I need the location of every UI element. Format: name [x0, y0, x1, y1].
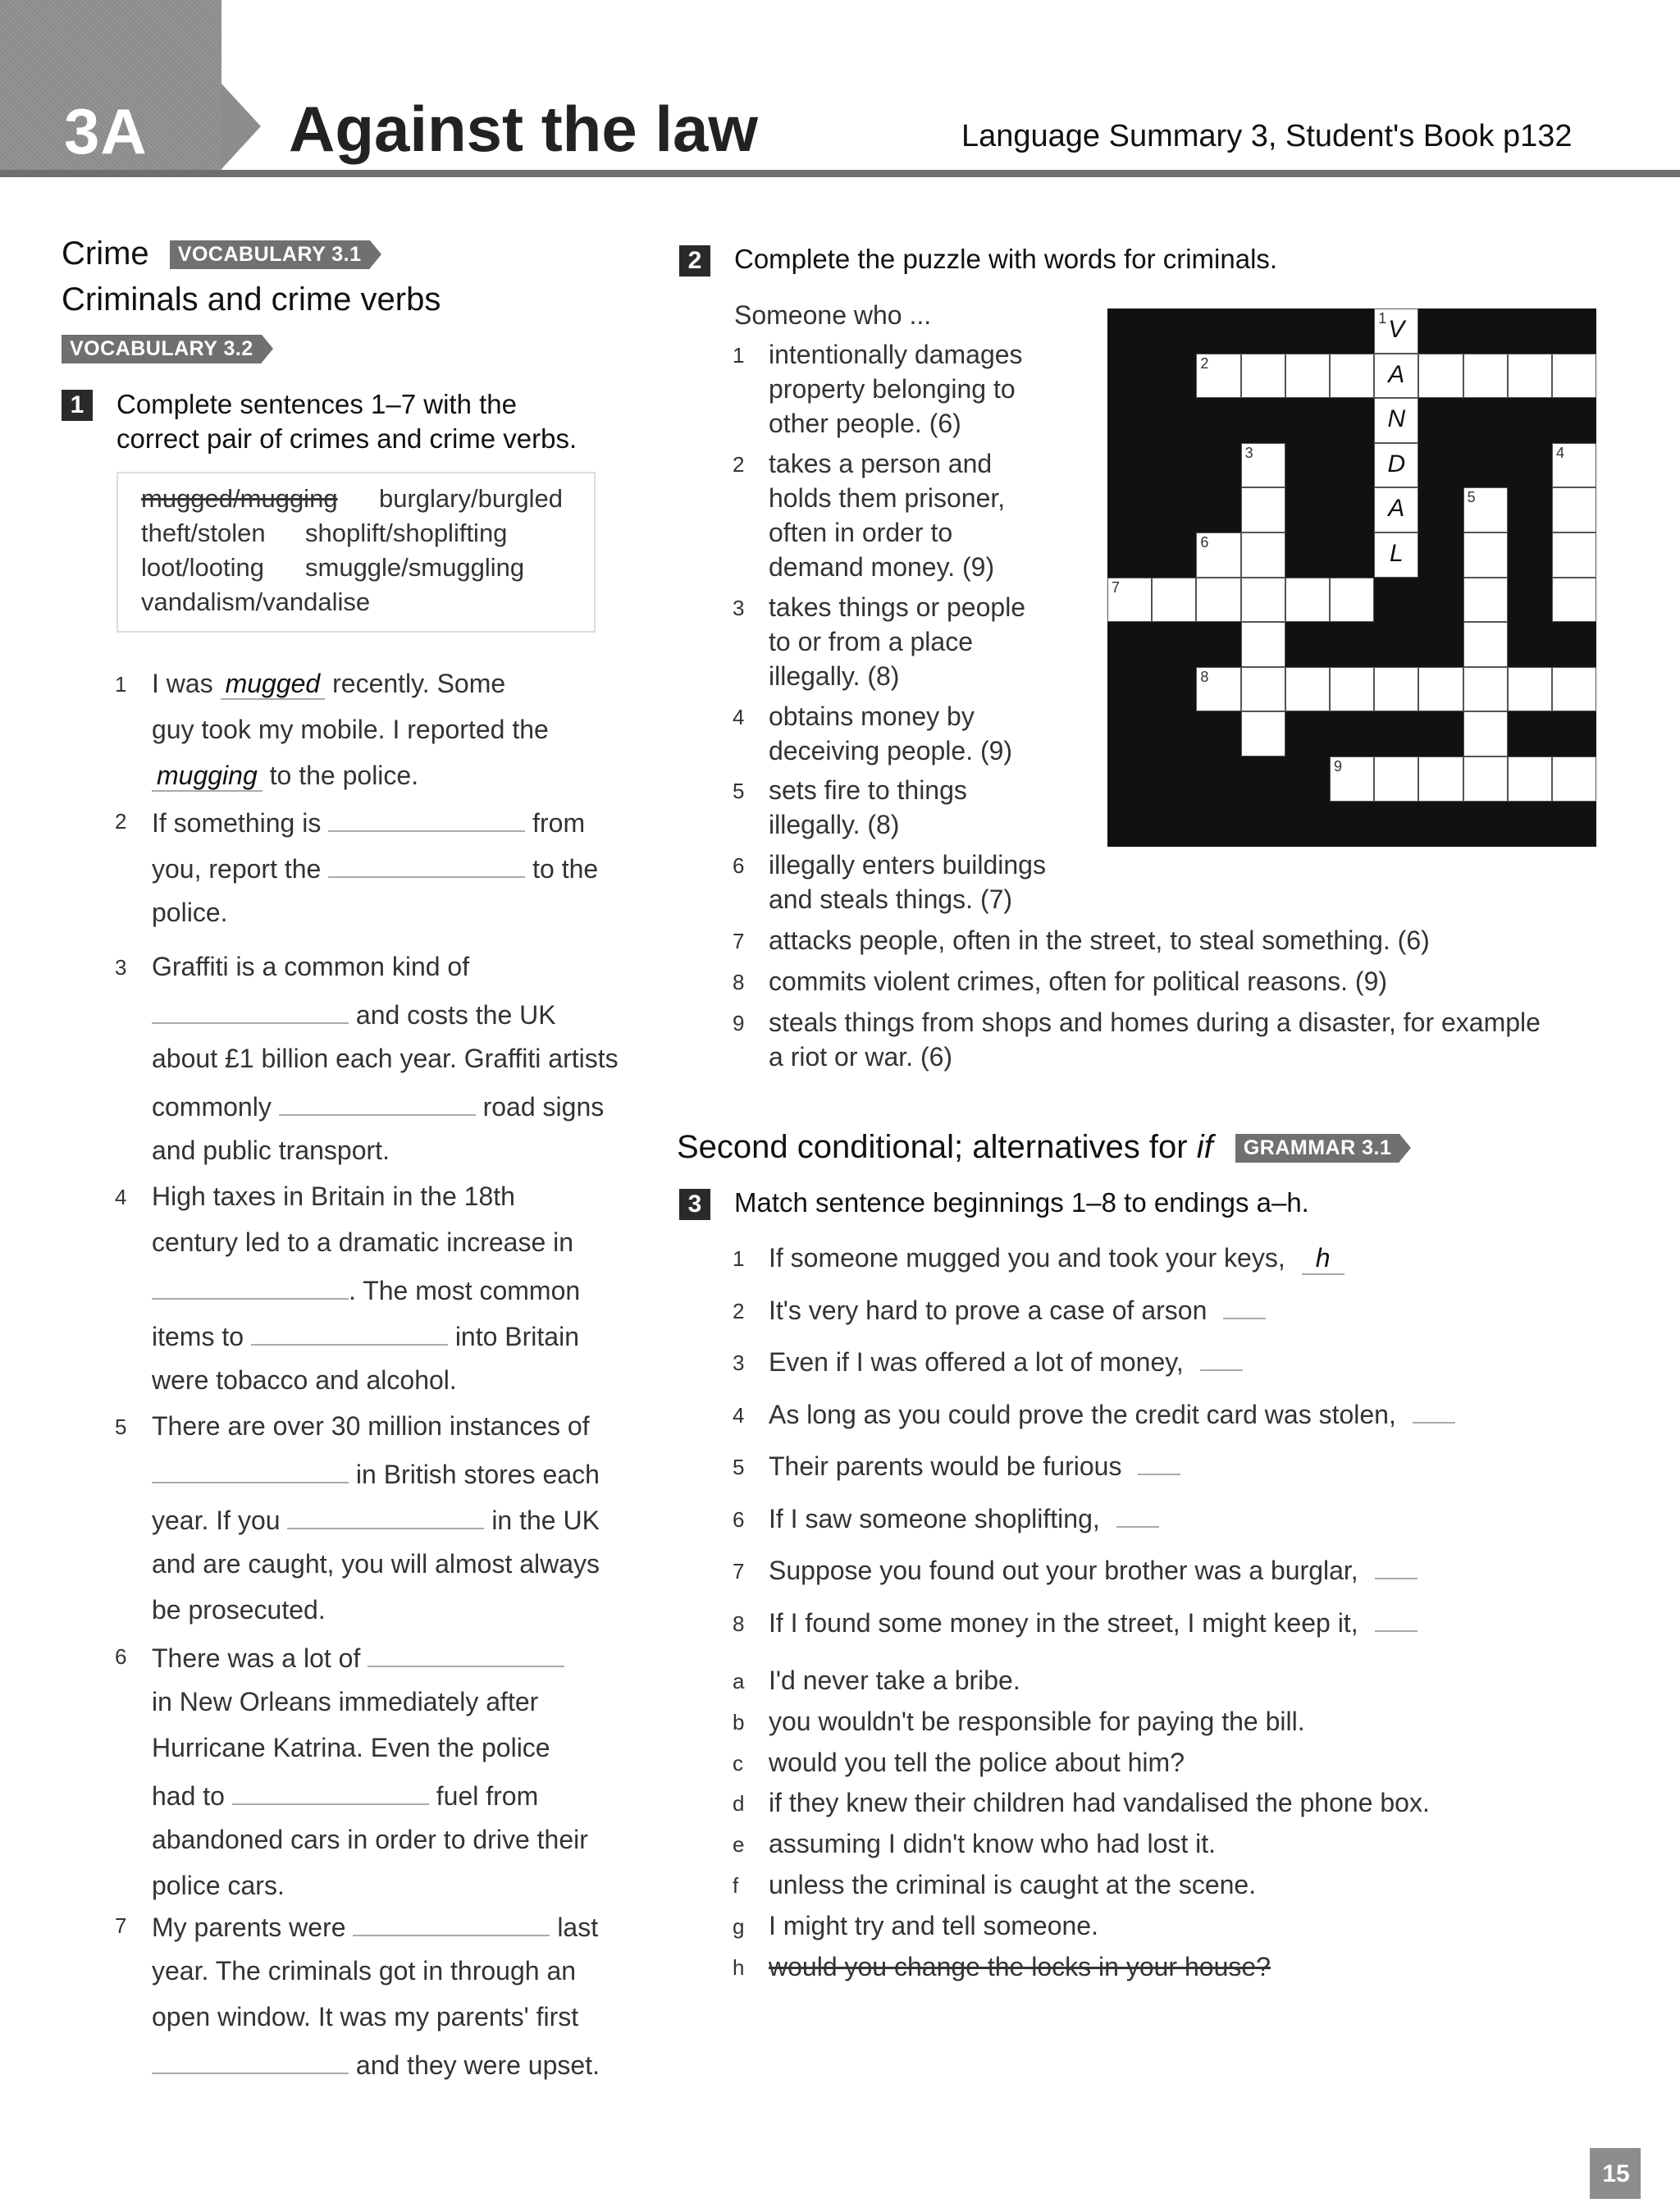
exercise-1-badge-wrap — [62, 390, 93, 421]
word-box-item: loot/looting — [141, 553, 264, 582]
crime-heading — [62, 235, 370, 272]
item-text: in New Orleans immediately after — [152, 1687, 539, 1716]
clue-number: 8 — [733, 970, 745, 994]
crossword-cell[interactable] — [1463, 487, 1508, 532]
clue-text: steals things from shops and homes during a disaster, for example — [769, 1008, 1541, 1037]
item-text: I was — [152, 669, 221, 698]
ending-letter: b — [733, 1709, 745, 1734]
clue-text: takes a person and — [769, 449, 993, 478]
crossword-cell[interactable] — [1374, 667, 1418, 712]
item-text: High taxes in Britain in the 18th — [152, 1181, 515, 1211]
item-number: 7 — [733, 1559, 745, 1584]
vocabulary-tag: VOCABULARY 3.2 — [62, 335, 262, 363]
crossword-cell[interactable] — [1330, 667, 1374, 712]
crossword-cell[interactable] — [1196, 667, 1240, 712]
item-text: . The most common — [349, 1276, 581, 1305]
crossword-cell[interactable] — [1241, 578, 1285, 623]
item-text: If something is — [152, 808, 329, 838]
crossword-cell[interactable] — [1152, 578, 1196, 623]
word-box-item: burglary/burgled — [379, 484, 564, 513]
clue-text: and steals things. (7) — [769, 884, 1013, 914]
item-line — [152, 1503, 600, 1536]
crossword-cell[interactable] — [1285, 578, 1330, 623]
clue-number: 2 — [733, 452, 745, 477]
crossword-cell[interactable] — [1374, 308, 1418, 354]
sentence-beginning — [769, 1296, 1266, 1326]
sentence-ending: unless the criminal is caught at the scene. — [769, 1870, 1257, 1899]
answer-blank[interactable] — [152, 1457, 349, 1483]
cell-number: 5 — [1467, 489, 1476, 506]
cell-number: 7 — [1112, 578, 1121, 596]
item-text: Graffiti is a common kind of — [152, 952, 470, 981]
instruction-line: correct pair of crimes and crime verbs. — [116, 423, 578, 454]
crossword-cell[interactable] — [1552, 578, 1596, 623]
crossword-cell[interactable] — [1107, 578, 1152, 623]
item-text: about £1 billion each year. Graffiti artists — [152, 1044, 619, 1073]
item-number: 1 — [115, 672, 127, 697]
cell-number: 8 — [1200, 668, 1209, 685]
crossword-cell[interactable] — [1552, 354, 1596, 399]
crossword-cell[interactable] — [1196, 578, 1240, 623]
item-text: you, report the — [152, 854, 329, 884]
item-text: police. — [152, 898, 228, 927]
clue-text: demand money. (9) — [769, 552, 995, 582]
item-number: 6 — [115, 1644, 127, 1669]
item-text: in the UK — [484, 1506, 600, 1535]
clue-number: 3 — [733, 596, 745, 620]
item-line — [152, 2002, 578, 2032]
item-number: 5 — [733, 1455, 745, 1479]
cell-letter: D — [1387, 450, 1406, 478]
sentence-text: If I saw someone shoplifting, — [769, 1503, 1100, 1533]
sentence-ending: would you change the locks in your house? — [769, 1951, 1271, 1981]
crossword-cell[interactable] — [1374, 398, 1418, 443]
crossword-cell[interactable] — [1241, 354, 1285, 399]
clue-text: a riot or war. (6) — [769, 1042, 953, 1072]
item-line — [152, 1549, 600, 1579]
clue-number: 1 — [733, 343, 745, 368]
crossword-cell[interactable] — [1330, 756, 1374, 802]
vocabulary-tag: VOCABULARY 3.1 — [170, 240, 370, 269]
answer-blank[interactable] — [328, 806, 525, 832]
cell-letter: L — [1389, 540, 1404, 567]
crossword-cell[interactable] — [1552, 756, 1596, 802]
cell-number: 1 — [1378, 310, 1387, 327]
crossword-cell[interactable] — [1463, 711, 1508, 756]
item-line — [152, 1641, 564, 1674]
sentence-ending: assuming I didn't know who had lost it. — [769, 1829, 1217, 1859]
crossword-cell[interactable] — [1463, 622, 1508, 667]
match-answer[interactable] — [1375, 1630, 1418, 1632]
item-number: 3 — [115, 955, 127, 980]
item-line — [152, 1181, 515, 1212]
sentence-beginning — [769, 1451, 1180, 1482]
item-number: 4 — [733, 1402, 745, 1428]
crossword-cell[interactable] — [1285, 354, 1330, 399]
sentence-text: As long as you could prove the credit card was stolen, — [769, 1399, 1396, 1429]
item-line — [152, 898, 228, 928]
answer-text: mugging — [152, 761, 262, 792]
clue-text: sets fire to things — [769, 775, 967, 805]
item-line — [152, 1457, 600, 1490]
word-box-item: mugged/mugging — [141, 484, 338, 513]
item-text: road signs — [475, 1092, 605, 1122]
item-text: open window. It was my parents' first — [152, 2002, 579, 2031]
answer-blank[interactable] — [328, 852, 525, 878]
crossword-cell[interactable] — [1241, 622, 1285, 667]
clues-intro: Someone who ... — [734, 300, 932, 330]
clue-number: 6 — [733, 853, 745, 878]
ending-letter: f — [733, 1873, 739, 1898]
sentence-text: Even if I was offered a lot of money, — [769, 1347, 1184, 1377]
item-line — [152, 1365, 457, 1396]
clue-text: takes things or people — [769, 592, 1026, 622]
crossword-cell[interactable] — [1463, 667, 1508, 712]
item-line — [152, 1871, 285, 1901]
crossword-cell[interactable] — [1374, 532, 1418, 578]
clue-text: often in order to — [769, 518, 953, 547]
item-text: There was a lot of — [152, 1643, 368, 1673]
item-number: 2 — [115, 809, 127, 834]
answer-blank[interactable] — [251, 1319, 448, 1346]
crossword-cell[interactable] — [1374, 443, 1418, 488]
crossword-cell[interactable] — [1418, 354, 1463, 399]
item-text: Hurricane Katrina. Even the police — [152, 1733, 550, 1762]
item-text: commonly — [152, 1092, 279, 1122]
item-text: year. The criminals got in through an — [152, 1956, 577, 1986]
unit-code: 3A — [64, 95, 148, 167]
item-number: 6 — [733, 1506, 745, 1532]
item-line — [152, 669, 505, 699]
sentence-beginning — [769, 1400, 1455, 1430]
match-answer[interactable] — [1116, 1526, 1159, 1528]
grammar-tag: GRAMMAR 3.1 — [1235, 1134, 1400, 1163]
sentence-ending: would you tell the police about him? — [769, 1747, 1185, 1777]
sentence-text: Their parents would be furious — [769, 1451, 1122, 1481]
crossword-cell[interactable] — [1508, 667, 1552, 712]
clue-number: 9 — [733, 1011, 745, 1035]
answer-text: mugged — [221, 669, 326, 700]
item-line — [152, 1779, 538, 1812]
item-line — [152, 1910, 598, 1943]
item-text: were tobacco and alcohol. — [152, 1365, 457, 1395]
exercise-3-badge-wrap — [679, 1189, 710, 1220]
sentence-beginning — [769, 1347, 1243, 1378]
cell-letter: A — [1388, 360, 1405, 388]
sentence-beginning — [769, 1608, 1418, 1638]
answer-blank[interactable] — [279, 1090, 476, 1116]
ending-letter: a — [733, 1669, 745, 1693]
item-number: 8 — [733, 1611, 745, 1636]
item-number: 4 — [115, 1185, 127, 1209]
item-text: from — [525, 808, 586, 838]
item-line — [152, 1227, 573, 1258]
item-text: in British stores each — [349, 1460, 600, 1489]
sentence-ending: I might try and tell someone. — [769, 1910, 1098, 1940]
cell-number: 9 — [1334, 758, 1343, 775]
item-line — [152, 1733, 550, 1763]
answer-blank[interactable] — [353, 1910, 550, 1936]
crossword-cell[interactable] — [1463, 578, 1508, 623]
item-text: items to — [152, 1322, 251, 1351]
item-number: 3 — [733, 1351, 745, 1375]
crossword-cell[interactable] — [1463, 354, 1508, 399]
match-answer[interactable] — [1223, 1318, 1266, 1319]
crossword-cell[interactable] — [1196, 532, 1240, 578]
item-text: abandoned cars in order to drive their — [152, 1825, 588, 1854]
answer-blank[interactable] — [152, 2048, 349, 2074]
exercise-badge: 2 — [679, 245, 710, 276]
crossword-cell[interactable] — [1241, 532, 1285, 578]
item-text: There are over 30 million instances of — [152, 1411, 590, 1441]
item-text: My parents were — [152, 1913, 354, 1942]
cell-letter: N — [1387, 405, 1406, 433]
item-text: and they were upset. — [349, 2050, 600, 2080]
crossword-cell[interactable] — [1241, 667, 1285, 712]
item-line — [152, 852, 598, 884]
crossword-cell[interactable] — [1196, 354, 1240, 399]
exercise-badge: 3 — [679, 1189, 710, 1220]
item-line — [152, 1319, 579, 1352]
crossword-cell[interactable] — [1241, 487, 1285, 532]
crossword-cell[interactable] — [1552, 443, 1596, 488]
item-text: guy took my mobile. I reported the — [152, 715, 549, 744]
item-line — [152, 1825, 588, 1855]
item-number: 2 — [733, 1298, 745, 1323]
crossword-cell[interactable] — [1285, 667, 1330, 712]
grammar-heading-text: Second conditional; alternatives for — [677, 1129, 1197, 1165]
item-text: last — [550, 1913, 599, 1942]
sentence-text: If I found some money in the street, I might keep it, — [769, 1607, 1358, 1638]
crossword-cell[interactable] — [1330, 578, 1374, 623]
clue-number: 5 — [733, 779, 745, 803]
item-line — [152, 952, 469, 982]
clue-number: 7 — [733, 929, 745, 953]
crossword-grid — [1107, 308, 1596, 847]
match-answer[interactable] — [1375, 1578, 1418, 1579]
crossword-cell[interactable] — [1552, 487, 1596, 532]
unit-tab-arrow — [221, 84, 261, 169]
answer-blank[interactable] — [152, 1273, 349, 1300]
answer-blank[interactable] — [368, 1641, 564, 1667]
clue-text: attacks people, often in the street, to steal something. (6) — [769, 925, 1430, 955]
item-line — [152, 1595, 326, 1625]
item-line — [152, 2048, 600, 2081]
cell-letter: A — [1388, 495, 1405, 523]
cell-letter: V — [1388, 316, 1405, 343]
sentence-ending: if they knew their children had vandalised the phone box. — [769, 1788, 1430, 1818]
item-text: had to — [152, 1781, 232, 1811]
item-text: and public transport. — [152, 1136, 390, 1165]
crossword-cell[interactable] — [1463, 756, 1508, 802]
cell-number: 3 — [1244, 444, 1253, 461]
item-line — [152, 1090, 604, 1122]
cell-number: 2 — [1200, 354, 1209, 372]
item-text: century led to a dramatic increase in — [152, 1227, 574, 1257]
clue-text: holds them prisoner, — [769, 483, 1006, 513]
clue-text: deceiving people. (9) — [769, 736, 1013, 766]
sentence-ending: you wouldn't be responsible for paying the bill. — [769, 1706, 1305, 1736]
word-box-item: shoplift/shoplifting — [305, 519, 508, 547]
word-box-item: smuggle/smuggling — [305, 553, 525, 582]
exercise-1-instruction — [116, 387, 577, 456]
clue-text: illegally. (8) — [769, 810, 900, 839]
item-line — [152, 715, 549, 745]
header-rule — [0, 170, 1680, 177]
sentence-text: It's very hard to prove a case of arson — [769, 1295, 1208, 1325]
item-line — [152, 761, 418, 791]
match-answer[interactable] — [1200, 1369, 1243, 1371]
instruction-line: Complete sentences 1–7 with the — [116, 389, 517, 419]
item-line — [152, 1956, 576, 1986]
reference-text: Language Summary 3, Student's Book p132 — [961, 119, 1573, 153]
answer-blank[interactable] — [287, 1503, 484, 1529]
crossword-cell[interactable] — [1552, 667, 1596, 712]
item-number: 1 — [733, 1246, 745, 1271]
ending-letter: g — [733, 1913, 745, 1939]
clue-text: intentionally damages — [769, 340, 1023, 369]
clue-text: other people. (6) — [769, 409, 961, 438]
sentence-beginning — [769, 1556, 1418, 1586]
exercise-badge: 1 — [62, 390, 93, 421]
crossword-cell[interactable] — [1552, 532, 1596, 578]
item-line — [152, 1136, 390, 1166]
answer-blank[interactable] — [232, 1779, 429, 1805]
crossword-cell[interactable] — [1241, 711, 1285, 756]
item-text: recently. Some — [325, 669, 506, 698]
item-line — [152, 998, 556, 1031]
exercise-2-instruction: Complete the puzzle with words for criminals. — [734, 244, 1278, 274]
match-answer[interactable] — [1138, 1474, 1180, 1475]
clue-text: to or from a place — [769, 627, 973, 656]
clue-text: illegally enters buildings — [769, 850, 1046, 880]
item-text: police cars. — [152, 1871, 285, 1900]
item-text: year. If you — [152, 1506, 288, 1535]
ending-letter: c — [733, 1750, 743, 1776]
crossword-cell[interactable] — [1330, 354, 1374, 399]
crossword-cell[interactable] — [1418, 667, 1463, 712]
answer-blank[interactable] — [152, 998, 349, 1024]
exercise-2-badge-wrap — [679, 245, 710, 276]
item-text: to the — [525, 854, 599, 884]
ending-letter: e — [733, 1832, 745, 1858]
match-answer[interactable]: h — [1302, 1243, 1344, 1275]
sentence-beginning — [769, 1504, 1159, 1534]
crossword-cell[interactable] — [1508, 756, 1552, 802]
crossword-cell[interactable] — [1508, 354, 1552, 399]
crossword-cell[interactable] — [1418, 756, 1463, 802]
crime-heading-text: Crime — [62, 235, 149, 272]
clue-text: illegally. (8) — [769, 661, 900, 691]
word-box-item: vandalism/vandalise — [141, 587, 371, 616]
item-text: and costs the UK — [349, 1000, 556, 1030]
clue-text: obtains money by — [769, 702, 975, 731]
clue-text: property belonging to — [769, 374, 1016, 404]
page-number: 15 — [1602, 2160, 1630, 2187]
cell-number: 6 — [1200, 534, 1209, 551]
exercise-3-instruction: Match sentence beginnings 1–8 to endings a–h. — [734, 1187, 1309, 1218]
item-number: 5 — [115, 1414, 127, 1439]
crossword-cell[interactable] — [1374, 756, 1418, 802]
sentence-beginning — [769, 1243, 1344, 1275]
sentence-ending: I'd never take a bribe. — [769, 1666, 1020, 1695]
item-line — [152, 1687, 538, 1717]
item-text: to the police. — [262, 761, 419, 790]
clue-text: commits violent crimes, often for political reasons. (9) — [769, 967, 1388, 996]
item-line — [152, 1044, 619, 1074]
page-title: Against the law — [289, 93, 759, 165]
crossword-cell[interactable] — [1241, 443, 1285, 488]
crossword-cell[interactable] — [1374, 487, 1418, 532]
sentence-text: If someone mugged you and took your keys, — [769, 1243, 1285, 1273]
item-text: and are caught, you will almost always — [152, 1549, 600, 1579]
word-box-item: theft/stolen — [141, 519, 266, 547]
crossword-cell[interactable] — [1463, 532, 1508, 578]
criminals-heading: Criminals and crime verbs — [62, 281, 441, 318]
sentence-text: Suppose you found out your brother was a burglar, — [769, 1556, 1358, 1585]
ending-letter: h — [733, 1954, 745, 1980]
item-text: fuel from — [428, 1781, 539, 1811]
grammar-heading-italic: if — [1196, 1129, 1213, 1165]
item-text: be prosecuted. — [152, 1595, 326, 1625]
item-number: 7 — [115, 1913, 127, 1938]
cell-number: 4 — [1556, 444, 1565, 461]
match-answer[interactable] — [1413, 1422, 1455, 1424]
item-line — [152, 806, 585, 839]
clue-number: 4 — [733, 705, 745, 729]
item-text: into Britain — [447, 1322, 579, 1351]
crossword-cell[interactable] — [1374, 354, 1418, 399]
vocabulary-tag-2-wrap — [62, 335, 262, 363]
item-line — [152, 1411, 590, 1442]
grammar-heading — [677, 1129, 1399, 1166]
ending-letter: d — [733, 1791, 745, 1817]
item-line — [152, 1273, 580, 1306]
